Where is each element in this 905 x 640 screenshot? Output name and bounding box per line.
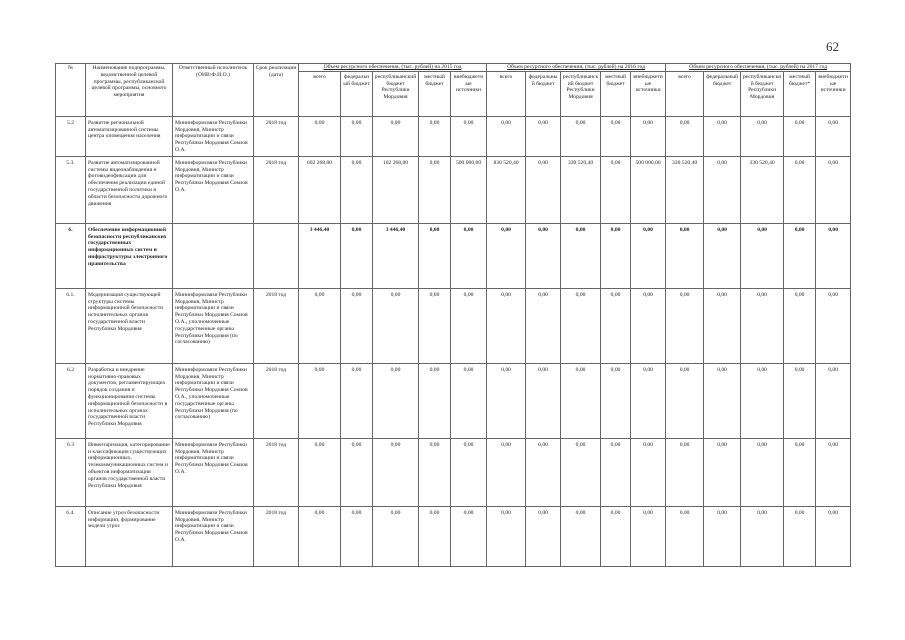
- header-year1-extrabudgetary: внебюджетные источники: [451, 71, 487, 116]
- value-year2-federal: 0,00: [526, 363, 561, 438]
- value-year3-extrabudgetary: 0,00: [816, 438, 851, 506]
- header-year1-republican: республиканский бюджет Республики Мордовия: [373, 71, 419, 116]
- value-year2-local: 0,00: [601, 506, 631, 566]
- activity-name: Развитие автоматизированной системы видеонаблюдения и фотовидеофиксации для обеспечения реализации единой государственной политики в области безопасности дорожного движения: [86, 156, 173, 223]
- value-year2-federal: 0,00: [526, 223, 561, 288]
- value-year1-extrabudgetary: 500 000,00: [451, 156, 487, 223]
- implementation-term: 2018 год: [254, 156, 299, 223]
- value-year3-total: 0,00: [666, 438, 704, 506]
- value-year3-republican: 0,00: [741, 363, 784, 438]
- value-year2-federal: 0,00: [526, 116, 561, 156]
- header-year2-federal: федеральный бюджет: [526, 71, 561, 116]
- value-year1-total: 0,00: [299, 363, 341, 438]
- value-year3-federal: 0,00: [704, 116, 741, 156]
- value-year3-total: 0,00: [666, 506, 704, 566]
- header-year1-local: местный бюджет: [419, 71, 451, 116]
- value-year2-republican: 0,00: [561, 223, 601, 288]
- table-row: [56, 116, 851, 156]
- value-year3-republican: 0,00: [741, 506, 784, 566]
- value-year2-total: 0,00: [487, 438, 526, 506]
- value-year2-local: 0,00: [601, 116, 631, 156]
- value-year2-republican: 0,00: [561, 116, 601, 156]
- header-year1-federal: федеральный бюджет: [341, 71, 373, 116]
- header-year2-title: Объем ресурсного обеспечения, (тыс. рублей) на 2016 год: [487, 64, 666, 72]
- header-year2-republican: республиканский бюджет Республики Мордовия: [561, 71, 601, 116]
- responsible-executor: [173, 223, 254, 288]
- activity-name: Описание угроз безопасности информации, формирование модели угроз: [86, 506, 173, 566]
- value-year3-local: 0,00: [784, 156, 816, 223]
- header-year3-title: Объем ресурсного обеспечения, (тыс. рублей) на 2017 год: [666, 64, 851, 72]
- responsible-executor: Мининформсвязи Республики Мордовия, Министр информатизации и связи Республики Мордовия Сомзов О.А.: [173, 438, 254, 506]
- responsible-executor: Мининформсвязи Республики Мордовия, Министр информатизации и связи Республики Мордовия Сомзов О.А.: [173, 116, 254, 156]
- row-number: 5.3.: [56, 156, 86, 223]
- value-year3-extrabudgetary: 0,00: [816, 223, 851, 288]
- value-year3-local: 0,00: [784, 116, 816, 156]
- header-year3-federal: федеральный бюджет: [704, 71, 741, 116]
- value-year2-federal: 0,00: [526, 506, 561, 566]
- value-year3-local: 0,00: [784, 506, 816, 566]
- value-year1-republican: 3 446,40: [373, 223, 419, 288]
- value-year2-extrabudgetary: 0,00: [631, 363, 666, 438]
- value-year3-federal: 0,00: [704, 156, 741, 223]
- value-year1-total: 3 446,40: [299, 223, 341, 288]
- responsible-executor: Мининформсвязи Республики Мордовия, Министр информатизации и связи Республики Мордовия Сомзов О.А., уполномоченные государственные органы Республики Мордовия (по согласованию): [173, 363, 254, 438]
- value-year1-local: 0,00: [419, 506, 451, 566]
- value-year2-total: 0,00: [487, 506, 526, 566]
- header-year2-total: всего: [487, 71, 526, 116]
- value-year2-total: 0,00: [487, 223, 526, 288]
- value-year2-federal: 0,00: [526, 156, 561, 223]
- value-year2-local: 0,00: [601, 288, 631, 363]
- value-year2-total: 830 520,40: [487, 156, 526, 223]
- value-year1-federal: 0,00: [341, 116, 373, 156]
- value-year1-local: 0,00: [419, 116, 451, 156]
- value-year1-extrabudgetary: 0,00: [451, 438, 487, 506]
- value-year1-total: 0,00: [299, 116, 341, 156]
- value-year1-local: 0,00: [419, 438, 451, 506]
- table-body: [56, 116, 851, 566]
- header-year3-total: всего: [666, 71, 704, 116]
- implementation-term: 2018 год: [254, 363, 299, 438]
- value-year1-local: 0,00: [419, 363, 451, 438]
- resource-allocation-table: [55, 63, 851, 567]
- value-year1-republican: 102 268,00: [373, 156, 419, 223]
- value-year3-local: 0,00: [784, 438, 816, 506]
- implementation-term: 2018 год: [254, 116, 299, 156]
- value-year2-local: 0,00: [601, 156, 631, 223]
- value-year1-total: 0,00: [299, 506, 341, 566]
- value-year3-republican: 0,00: [741, 288, 784, 363]
- value-year1-republican: 0,00: [373, 116, 419, 156]
- value-year3-total: 0,00: [666, 116, 704, 156]
- value-year1-extrabudgetary: 0,00: [451, 506, 487, 566]
- value-year1-republican: 0,00: [373, 438, 419, 506]
- header-year1-title: Объем ресурсного обеспечения, (тыс. рублей) на 2015 год: [299, 64, 487, 72]
- value-year3-federal: 0,00: [704, 363, 741, 438]
- value-year1-total: 602 268,00: [299, 156, 341, 223]
- value-year1-federal: 0,00: [341, 506, 373, 566]
- header-year2-local: местный бюджет: [601, 71, 631, 116]
- implementation-term: 2018 год: [254, 438, 299, 506]
- header-year3-local: местный бюджет*: [784, 71, 816, 116]
- row-number: 6.2: [56, 363, 86, 438]
- value-year3-total: 0,00: [666, 288, 704, 363]
- value-year1-extrabudgetary: 0,00: [451, 288, 487, 363]
- value-year1-local: 0,00: [419, 288, 451, 363]
- value-year1-local: 0,00: [419, 223, 451, 288]
- implementation-term: 2018 год: [254, 288, 299, 363]
- value-year3-extrabudgetary: 0,00: [816, 363, 851, 438]
- value-year3-federal: 0,00: [704, 223, 741, 288]
- value-year2-extrabudgetary: 0,00: [631, 506, 666, 566]
- row-number: 6.4.: [56, 506, 86, 566]
- table-row: [56, 288, 851, 363]
- header-year2-extrabudgetary: внебюджетные источники: [631, 71, 666, 116]
- value-year3-extrabudgetary: 0,00: [816, 288, 851, 363]
- value-year1-extrabudgetary: 0,00: [451, 116, 487, 156]
- value-year3-local: 0,00: [784, 288, 816, 363]
- value-year3-total: 0,00: [666, 223, 704, 288]
- value-year1-federal: 0,00: [341, 363, 373, 438]
- value-year2-republican: 0,00: [561, 363, 601, 438]
- header-number: №: [56, 64, 86, 117]
- table-row: [56, 438, 851, 506]
- value-year3-federal: 0,00: [704, 288, 741, 363]
- value-year3-extrabudgetary: 0,00: [816, 156, 851, 223]
- value-year1-republican: 0,00: [373, 288, 419, 363]
- value-year2-extrabudgetary: 0,00: [631, 223, 666, 288]
- value-year2-federal: 0,00: [526, 438, 561, 506]
- value-year2-extrabudgetary: 0,00: [631, 438, 666, 506]
- value-year2-extrabudgetary: 0,00: [631, 116, 666, 156]
- header-responsible: Ответственный исполнитель (ОИВ/Ф.И.О.): [173, 64, 254, 117]
- header-year3-republican: республиканский бюджет Республики Мордовия: [741, 71, 784, 116]
- value-year3-federal: 0,00: [704, 506, 741, 566]
- value-year3-republican: 0,00: [741, 223, 784, 288]
- table-row: [56, 363, 851, 438]
- value-year2-republican: 330 520,40: [561, 156, 601, 223]
- value-year2-republican: 0,00: [561, 288, 601, 363]
- responsible-executor: Мининформсвязи Республики Мордовия, Министр информатизации и связи Республики Мордовия Сомзов О.А.: [173, 156, 254, 223]
- row-number: 6.1.: [56, 288, 86, 363]
- value-year1-total: 0,00: [299, 288, 341, 363]
- implementation-term: 2018 год: [254, 506, 299, 566]
- header-year3-extrabudgetary: внебюджетные источники: [816, 71, 851, 116]
- value-year2-extrabudgetary: 500 000,00: [631, 156, 666, 223]
- value-year1-republican: 0,00: [373, 506, 419, 566]
- activity-name: Модернизация существующей структуры системы информационной безопасности исполнительных органов государственной власти Республики Мордовия: [86, 288, 173, 363]
- table-row: [56, 223, 851, 288]
- value-year2-extrabudgetary: 0,00: [631, 288, 666, 363]
- responsible-executor: Мининформсвязи Республики Мордовия, Министр информатизации и связи Республики Мордовия Сомзов О.А.: [173, 506, 254, 566]
- activity-name: Обеспечение информационной безопасности республиканских государственных информационных систем и инфраструктуры электронного правительства: [86, 223, 173, 288]
- value-year3-extrabudgetary: 0,00: [816, 506, 851, 566]
- value-year3-extrabudgetary: 0,00: [816, 116, 851, 156]
- value-year1-extrabudgetary: 0,00: [451, 223, 487, 288]
- value-year1-federal: 0,00: [341, 156, 373, 223]
- activity-name: Разработка и внедрение нормативно-правовых документов, регламентирующих порядок создания и функционирования системы информационной безопасности в исполнительных органах государственной власти Республики Мордовия: [86, 363, 173, 438]
- value-year3-federal: 0,00: [704, 438, 741, 506]
- page-number: 62: [826, 39, 839, 54]
- value-year3-local: 0,00: [784, 363, 816, 438]
- value-year2-local: 0,00: [601, 223, 631, 288]
- activity-name: Инвентаризация, категорирование и классификация существующих информационных, телекоммуникационных систем и объектов информатизации органов государственной власти Республики Мордовия: [86, 438, 173, 506]
- value-year2-total: 0,00: [487, 116, 526, 156]
- header-activity-name: Наименование подпрограммы, ведомственной целевой программы, республиканской целевой программы, основного мероприятия: [86, 64, 173, 117]
- value-year2-local: 0,00: [601, 363, 631, 438]
- value-year2-republican: 0,00: [561, 506, 601, 566]
- value-year3-total: 330 520,40: [666, 156, 704, 223]
- value-year3-republican: 0,00: [741, 116, 784, 156]
- value-year1-federal: 0,00: [341, 438, 373, 506]
- table-row: [56, 506, 851, 566]
- table-row: [56, 156, 851, 223]
- row-number: 6.: [56, 223, 86, 288]
- value-year3-republican: 0,00: [741, 438, 784, 506]
- value-year2-total: 0,00: [487, 363, 526, 438]
- row-number: 6.3: [56, 438, 86, 506]
- header-year1-total: всего: [299, 71, 341, 116]
- value-year3-total: 0,00: [666, 363, 704, 438]
- value-year3-republican: 330 520,40: [741, 156, 784, 223]
- activity-name: Развитие региональной автоматизированной системы центра оповещения населения: [86, 116, 173, 156]
- value-year1-local: 0,00: [419, 156, 451, 223]
- value-year1-extrabudgetary: 0,00: [451, 363, 487, 438]
- value-year1-federal: 0,00: [341, 223, 373, 288]
- header-term: Срок реализации (дата): [254, 64, 299, 117]
- value-year2-total: 0,00: [487, 288, 526, 363]
- value-year1-republican: 0,00: [373, 363, 419, 438]
- value-year2-local: 0,00: [601, 438, 631, 506]
- value-year3-local: 0,00: [784, 223, 816, 288]
- responsible-executor: Мининформсвязи Республики Мордовия, Министр информатизации и связи Республики Мордовия Сомзов О.А., уполномоченные государственные органы Республики Мордовия (по согласованию): [173, 288, 254, 363]
- row-number: 5.2: [56, 116, 86, 156]
- value-year1-federal: 0,00: [341, 288, 373, 363]
- value-year1-total: 0,00: [299, 438, 341, 506]
- implementation-term: [254, 223, 299, 288]
- value-year2-federal: 0,00: [526, 288, 561, 363]
- value-year2-republican: 0,00: [561, 438, 601, 506]
